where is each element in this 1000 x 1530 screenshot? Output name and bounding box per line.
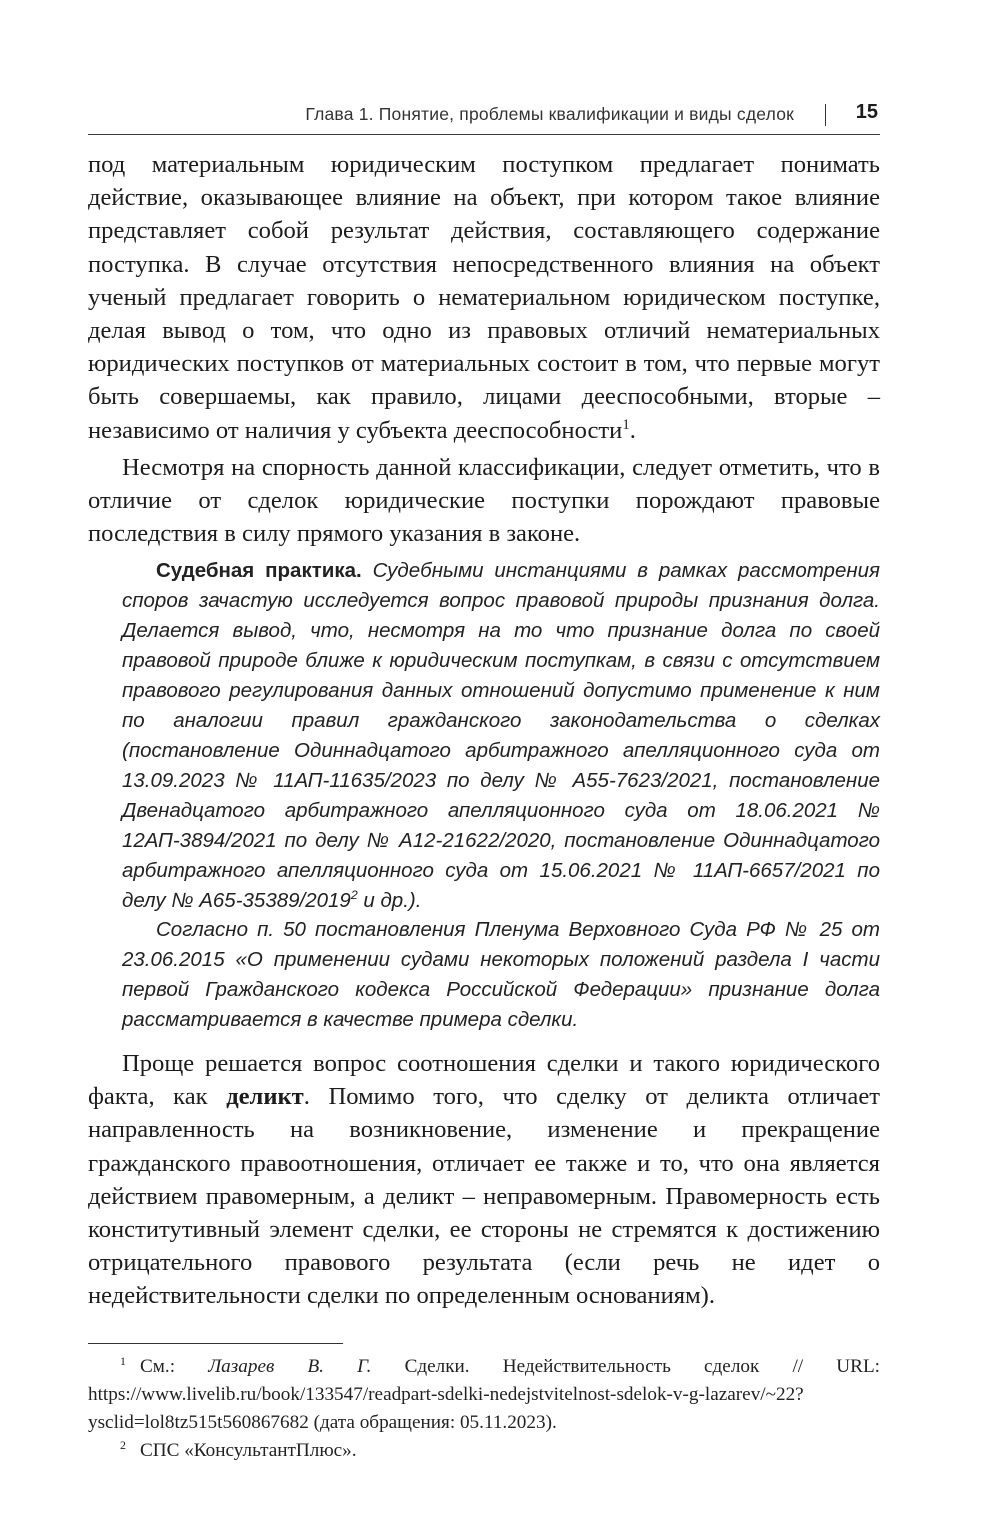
paragraph-continuation (88, 148, 880, 447)
footnote-2 (88, 1437, 880, 1465)
footnote-ref[interactable]: 1 (622, 416, 630, 433)
paragraph-text: Несмотря на спорность данной классификации, следует отметить, что в отличие от сделок юридические поступки порождают правовые последствия в силу прямого указания в законе. (88, 454, 880, 548)
paragraph-text: под материальным юридическим поступком предлагает понимать действие, оказывающее влияние на объект, при котором такое влияние представляет собой результат действия, составляющего содержание поступка. В случае отсутствия непосредственного влияния на объект ученый предлагает говорить о нематериальном юридическом поступке, делая вывод о том, что одно из правовых отличий нематериальных юридических поступков от материальных состоит в том, что первые могут быть совершаемы, как правило, лицами дееспособными, вторые – независимо от наличия у субъекта дееспособности (88, 151, 880, 444)
paragraph-delict (88, 1047, 880, 1313)
footnotes (88, 1353, 880, 1465)
court-practice-block (122, 556, 880, 916)
footnote-author: Лазарев В. Г. (208, 1356, 372, 1377)
court-practice-heading: Судебная практика. (156, 559, 362, 582)
footnote-ref[interactable]: 2 (350, 888, 358, 903)
footnote-separator (88, 1343, 343, 1344)
term-delict: деликт (226, 1083, 304, 1111)
footnote-link-text[interactable]: Сделки. Недействительность сделок // URL: https://www.livelib.ru/book/133547/readpart-sdelki-nedejstvitelnost-sdelok-v-g-lazarev/~22?ysclid=lol8tz515t560867682 (дата обращения: 05.11.2023). (88, 1356, 880, 1433)
paragraph-text-rest: . Помимо того, что сделку от деликта отличает направленность на возникновение, изменение и прекращение гражданского правоотношения, отличает ее также и то, что она является действием правомерным, а деликт – неправомерным. Правомерность есть конститутивный элемент сделки, ее стороны не стремятся к достижению отрицательного правового результата (если речь не идет о недействительности сделки по определенным основаниям). (88, 1083, 880, 1310)
paragraph-text: Проще решается вопрос соотношения сделки и такого юридического факта, как (88, 1050, 880, 1111)
footnote-number: 1 (120, 1353, 126, 1368)
court-practice-plenum (122, 915, 880, 1035)
running-header (88, 98, 880, 135)
chapter-title: Глава 1. Понятие, проблемы квалификации и виды сделок (305, 104, 794, 124)
header-divider (825, 104, 826, 126)
court-practice-text: Судебными инстанциями в рамках рассмотрения споров зачастую исследуется вопрос правовой природы признания долга. Делается вывод, что, несмотря на то что признание долга по своей правовой природе ближе к юридическим поступкам, в связи с отсутствием правового регулирования данных отношений допустимо применение к ним по аналогии правил гражданского законодательства о сделках (постановление Одиннадцатого арбитражного апелляционного суда от 13.09.2023 № 11АП-11635/2023 по делу № А55-7623/2021, постановление Двенадцатого арбитражного апелляционного суда от 18.06.2021 № 12АП-3894/2021 по делу № А12-21622/2020, постановление Одиннадцатого арбитражного апелляционного суда от 15.06.2021 № 11АП-6657/2021 по делу № А65-35389/2019 (122, 559, 880, 912)
paragraph-classification (88, 451, 880, 551)
court-practice-end: и др.). (357, 889, 422, 912)
footnote-number: 2 (120, 1437, 126, 1452)
footnote-1: $^1$ См.: Лазарев В. Г. Сделки. Недействительность сделок // URL: https://www.livelib.ru/book/133547/readpart-sdelki-nedejstvitelnost-sdelok-v-g-lazarev/~22?ysclid=lol8tz515t560867682 (дата обращения: 05.11.2023). (88, 1353, 880, 1433)
page-number: 15 (855, 101, 878, 123)
paragraph-end: . (629, 416, 636, 444)
court-practice-text: Согласно п. 50 постановления Пленума Верховного Суда РФ № 25 от 23.06.2015 «О применении судами некоторых положений раздела I части первой Гражданского кодекса Российской Федерации» признание долга рассматривается в качестве примера сделки. (122, 918, 880, 1031)
footnote-text: СПС «КонсультантПлюс». (139, 1440, 357, 1461)
